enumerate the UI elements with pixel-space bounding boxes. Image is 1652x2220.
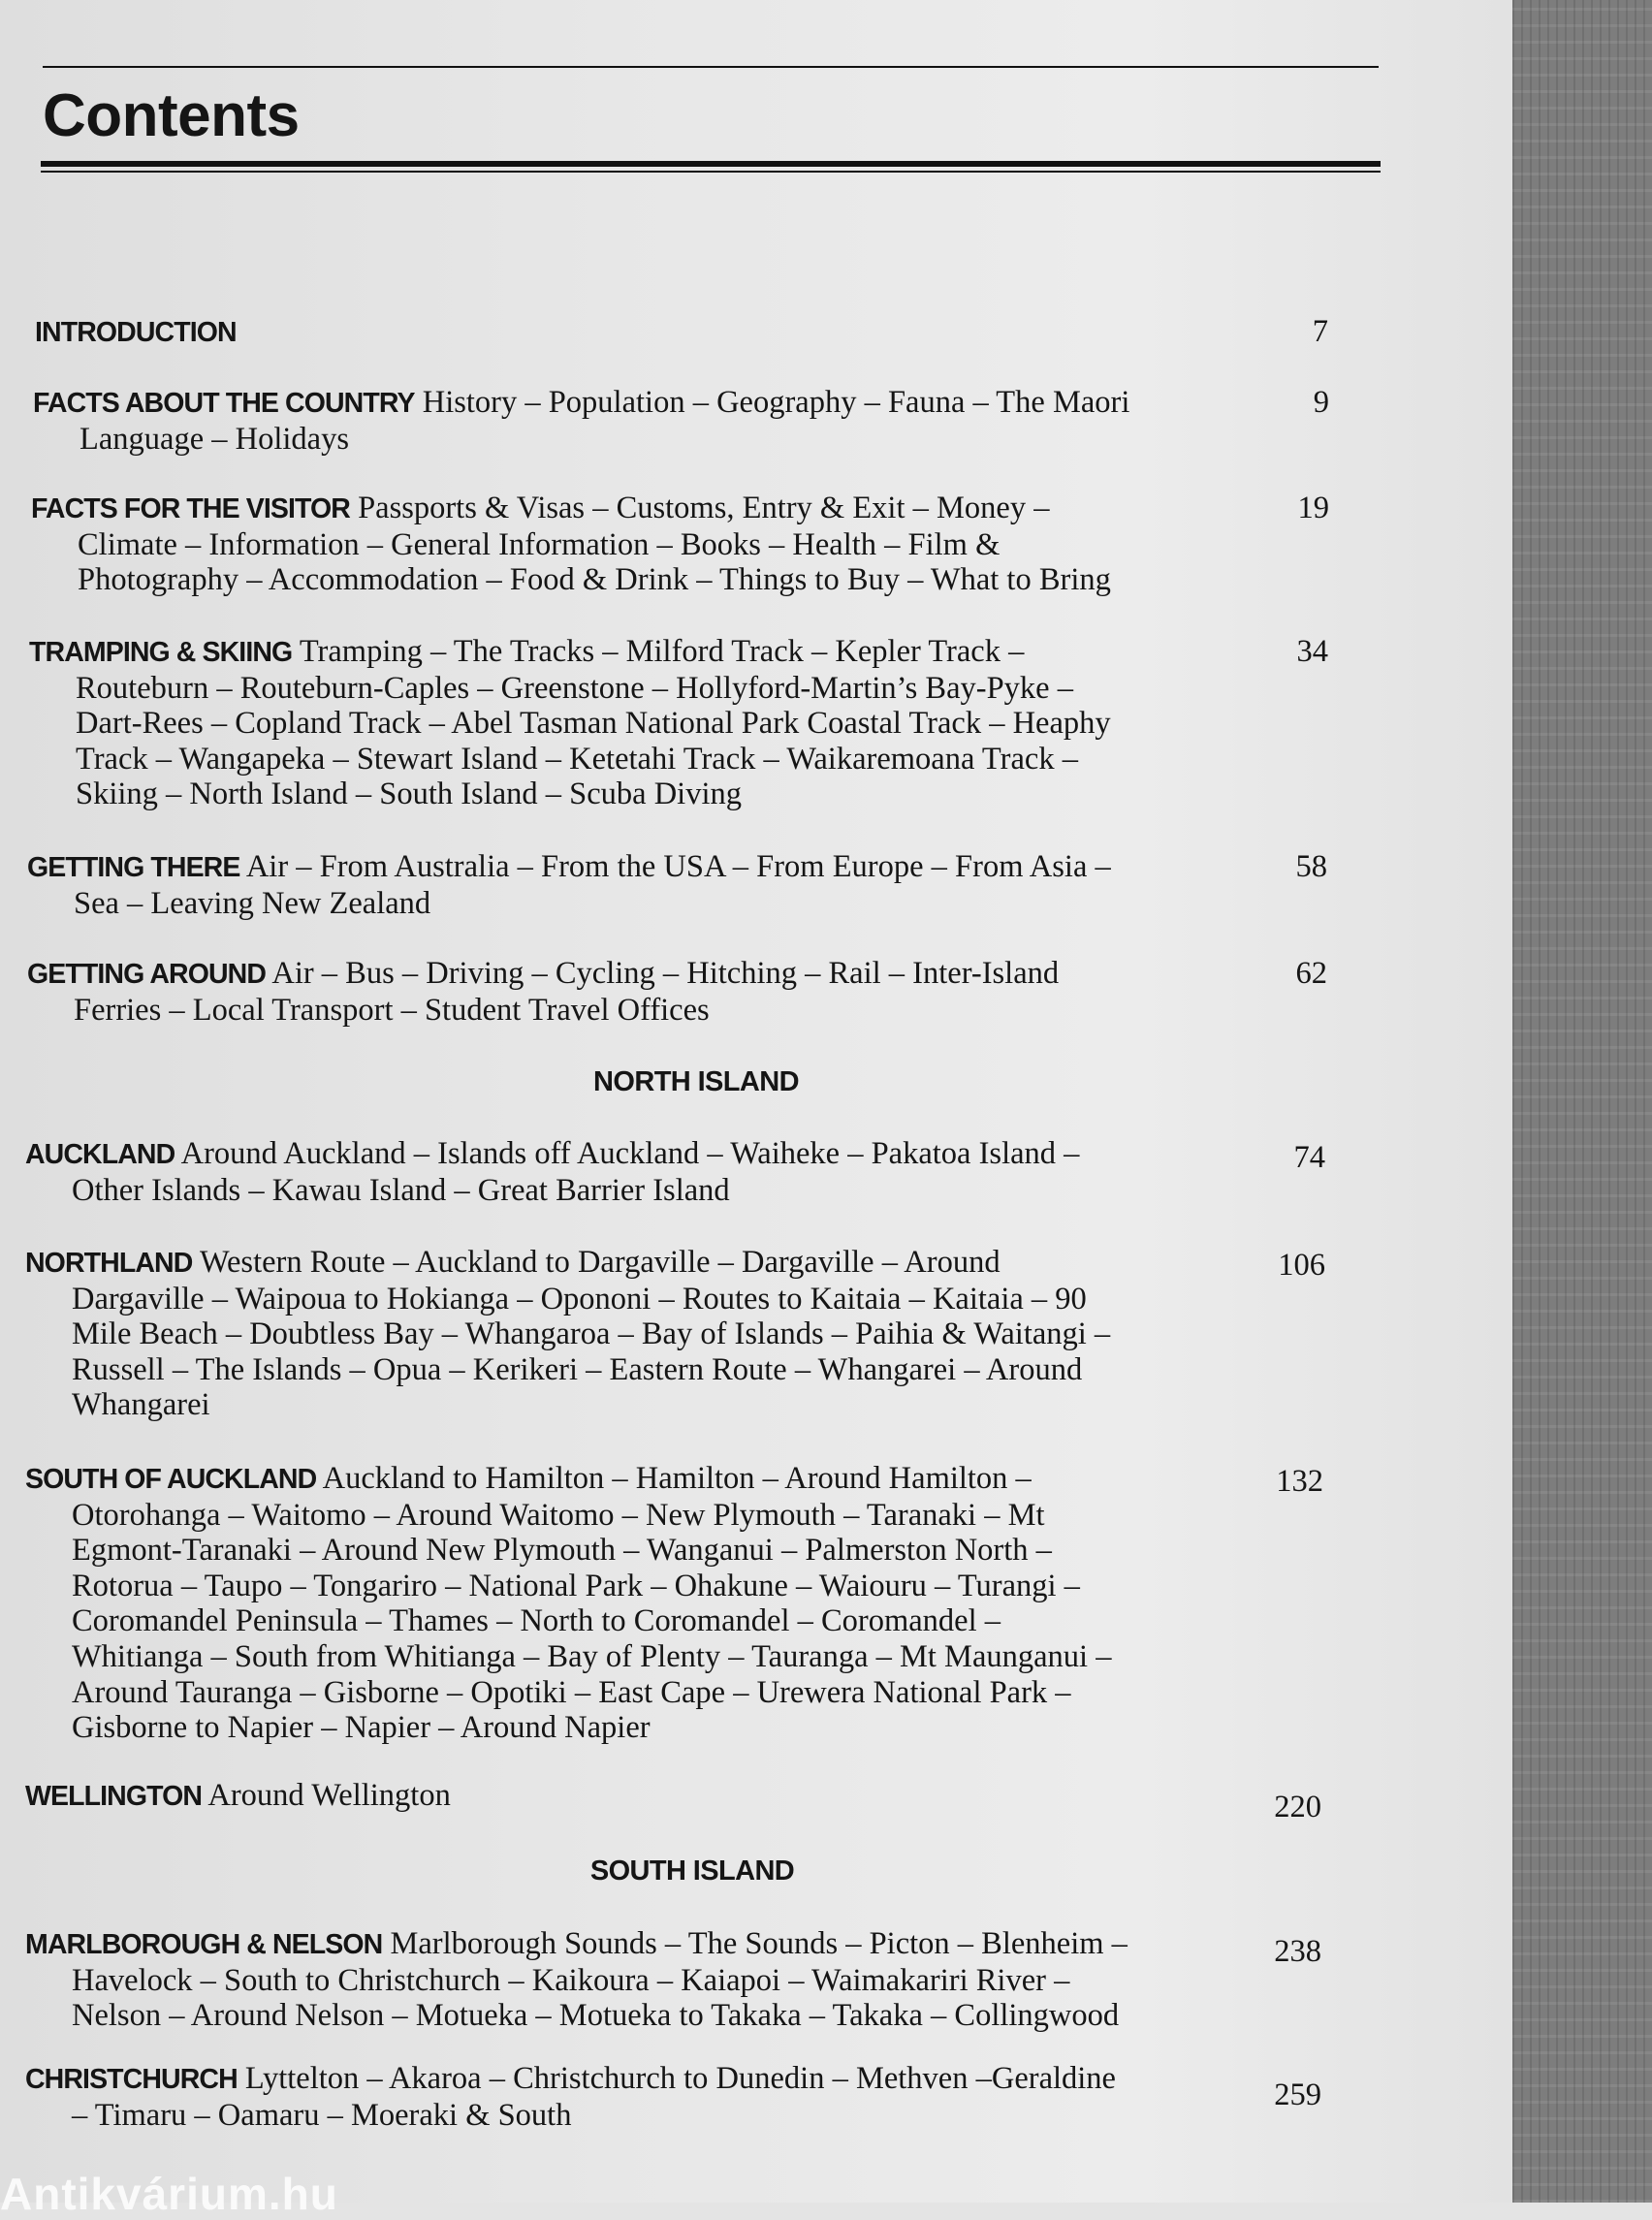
page-number: 9 [1313, 385, 1329, 420]
entry-text [25, 2061, 1116, 2133]
entry-line: Nelson – Around Nelson – Motueka – Motueka to Takaka – Takaka – Collingwood [72, 1998, 1120, 2034]
title-rule-thick [41, 161, 1381, 167]
entry-line: Havelock – South to Christchurch – Kaikoura – Kaiapoi – Waimakariri River – [72, 1962, 1070, 1998]
page-number: 220 [1274, 1790, 1321, 1824]
entry-line: Whitianga – South from Whitianga – Bay of Plenty – Tauranga – Mt Maunganui – [72, 1638, 1112, 1674]
watermark-text: Antikvárium.hu [0, 2169, 338, 2219]
entry-line: Around Auckland – Islands off Auckland – Waiheke – Pakatoa Island – [180, 1136, 1080, 1171]
entry-line: Western Route – Auckland to Dargaville – Dargaville – Around [199, 1245, 1001, 1280]
entry-text [27, 956, 1059, 1028]
entry-heading: SOUTH OF AUCKLAND [25, 1464, 317, 1495]
toc-entry-getting-around [27, 956, 1059, 1028]
entry-heading: NORTHLAND [25, 1248, 193, 1279]
entry-text [25, 1136, 1079, 1208]
entry-text [25, 1461, 1111, 1746]
entry-line: Auckland to Hamilton – Hamilton – Around Hamilton – [322, 1461, 1032, 1496]
page-number: 106 [1278, 1248, 1325, 1283]
entry-line: Air – Bus – Driving – Cycling – Hitching – Rail – Inter-Island [271, 956, 1060, 991]
page-number: 7 [1312, 314, 1328, 349]
entry-heading: GETTING AROUND [27, 959, 267, 990]
entry-heading: MARLBOROUGH & NELSON [25, 1929, 383, 1960]
entry-line: Track – Wangapeka – Stewart Island – Ketetahi Track – Waikaremoana Track – [76, 741, 1078, 777]
entry-heading: WELLINGTON [25, 1781, 203, 1812]
entry-line: Lyttelton – Akaroa – Christchurch to Dunedin – Methven –Geraldine [244, 2061, 1116, 2096]
entry-line: Egmont-Taranaki – Around New Plymouth – Wanganui – Palmerston North – [72, 1533, 1052, 1569]
entry-line: Passports & Visas – Customs, Entry & Exit – Money – [358, 491, 1050, 525]
top-rule [43, 66, 1379, 68]
page-number: 34 [1296, 634, 1328, 669]
entry-text [29, 634, 1111, 812]
toc-entry-marlborough-and-nelson [25, 1926, 1128, 2034]
entry-heading: GETTING THERE [27, 852, 240, 883]
toc-entry-wellington [25, 1778, 451, 1815]
entry-line: Rotorua – Taupo – Tongariro – National Park – Ohakune – Waiouru – Turangi – [72, 1568, 1080, 1603]
book-spine-edge [1512, 0, 1652, 2203]
entry-text [35, 314, 237, 351]
entry-line: Otorohanga – Waitomo – Around Waitomo – New Plymouth – Taranaki – Mt [72, 1497, 1045, 1533]
entry-heading: FACTS ABOUT THE COUNTRY [33, 388, 415, 419]
entry-line: Routeburn – Routeburn-Caples – Greenstone – Hollyford-Martin’s Bay-Pyke – [76, 670, 1073, 706]
entry-line: Tramping – The Tracks – Milford Track – Kepler Track – [299, 634, 1025, 669]
page-number: 74 [1293, 1140, 1325, 1175]
entry-line: Language – Holidays [79, 421, 349, 457]
page-number: 132 [1276, 1464, 1323, 1499]
toc-entry-facts-for-the-visitor [31, 491, 1111, 598]
entry-line: Sea – Leaving New Zealand [74, 885, 431, 921]
toc-entry-auckland [25, 1136, 1079, 1208]
page-number: 58 [1295, 849, 1327, 884]
entry-line: Air – From Australia – From the USA – From Europe – From Asia – [245, 849, 1111, 884]
toc-entry-introduction [35, 314, 237, 351]
entry-text [25, 1926, 1128, 2034]
entry-line: Around Wellington [207, 1778, 451, 1813]
toc-entry-south-of-auckland [25, 1461, 1111, 1746]
entry-heading: AUCKLAND [25, 1139, 175, 1170]
page-title: Contents [43, 82, 300, 149]
entry-text [27, 849, 1111, 921]
entry-line: History – Population – Geography – Fauna – The Maori [422, 385, 1130, 420]
page-number: 259 [1274, 2077, 1321, 2112]
entry-line: – Timaru – Oamaru – Moeraki & South [72, 2097, 572, 2133]
entry-heading: TRAMPING & SKIING [29, 637, 293, 668]
entry-heading: INTRODUCTION [35, 317, 237, 348]
entry-line: Gisborne to Napier – Napier – Around Napier [72, 1710, 651, 1746]
page-number: 19 [1297, 491, 1329, 525]
entry-line: Marlborough Sounds – The Sounds – Picton – Blenheim – [390, 1926, 1128, 1961]
toc-entry-northland [25, 1245, 1110, 1423]
entry-text [33, 385, 1129, 457]
entry-line: Mile Beach – Doubtless Bay – Whangaroa – Bay of Islands – Paihia & Waitangi – [72, 1316, 1111, 1352]
entry-line: Photography – Accommodation – Food & Drink – Things to Buy – What to Bring [78, 562, 1111, 598]
entry-line: Russell – The Islands – Opua – Kerikeri – Eastern Route – Whangarei – Around [72, 1351, 1083, 1387]
section-title-north-island: NORTH ISLAND [593, 1066, 799, 1097]
entry-line: Whangarei [72, 1387, 210, 1423]
entry-line: Other Islands – Kawau Island – Great Barrier Island [72, 1172, 730, 1208]
entry-line: Coromandel Peninsula – Thames – North to Coromandel – Coromandel – [72, 1603, 1001, 1639]
entry-line: Around Tauranga – Gisborne – Opotiki – East Cape – Urewera National Park – [72, 1674, 1071, 1710]
page-number: 238 [1274, 1934, 1321, 1969]
section-title-south-island: SOUTH ISLAND [589, 1855, 795, 1887]
entry-line: Climate – Information – General Information – Books – Health – Film & [78, 526, 1001, 562]
page-number: 62 [1295, 956, 1327, 991]
entry-heading: FACTS FOR THE VISITOR [31, 493, 350, 524]
toc-entry-christchurch [25, 2061, 1116, 2133]
toc-entry-facts-about-the-country [33, 385, 1129, 457]
title-rule-thin [41, 171, 1381, 173]
entry-heading: CHRISTCHURCH [25, 2064, 238, 2095]
entry-line: Dart-Rees – Copland Track – Abel Tasman National Park Coastal Track – Heaphy [76, 706, 1111, 742]
entry-text [25, 1245, 1110, 1423]
entry-text [31, 491, 1111, 598]
entry-line: Dargaville – Waipoua to Hokianga – Opononi – Routes to Kaitaia – Kaitaia – 90 [72, 1281, 1087, 1316]
entry-line: Ferries – Local Transport – Student Travel Offices [74, 992, 710, 1028]
entry-text [25, 1778, 451, 1815]
toc-entry-tramping-and-skiing [29, 634, 1111, 812]
toc-entry-getting-there [27, 849, 1111, 921]
entry-line: Skiing – North Island – South Island – Scuba Diving [76, 777, 742, 812]
